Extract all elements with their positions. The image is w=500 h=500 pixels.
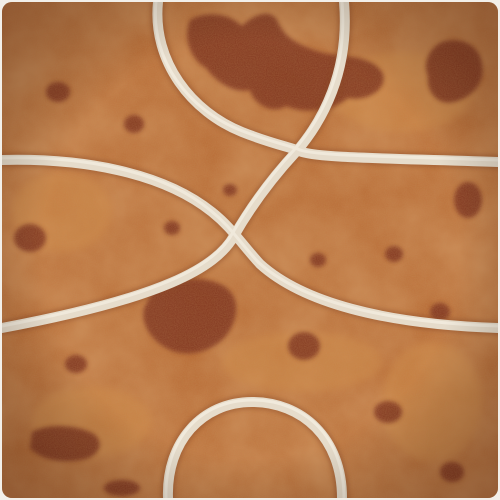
terracotta-tile xyxy=(2,2,498,498)
tile-artwork xyxy=(2,2,498,498)
tile-vignette xyxy=(2,2,498,498)
